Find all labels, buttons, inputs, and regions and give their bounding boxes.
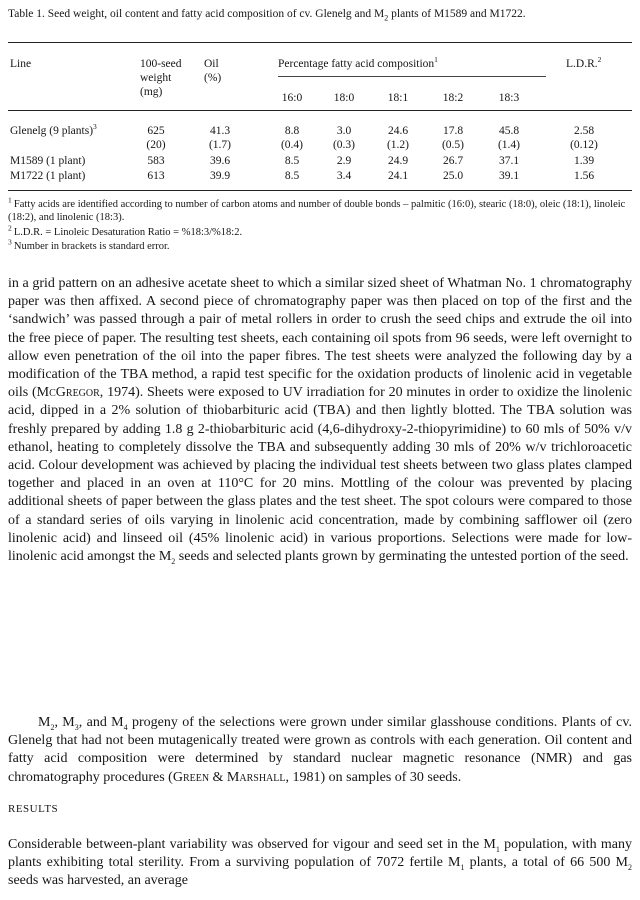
- row-glenelg-fa-18-3: 45.8: [498, 125, 520, 137]
- row-m1722-fa-18-3: 39.1: [498, 170, 520, 182]
- row-glenelg-fa-18-0: 3.0: [336, 125, 352, 137]
- paragraph-results-text: Considerable between-plant variability was observed for vigour and seed set in the M: [8, 837, 496, 852]
- header-ldr-note: 2: [597, 55, 602, 65]
- paragraph-methods: [8, 275, 632, 566]
- row-m1722-weight: 613: [147, 170, 165, 182]
- header-fa-18-2: 18:2: [442, 92, 464, 104]
- paragraph-methods-text: in a grid pattern on an adhesive acetate sheet to which a similar sized sheet of Whatman No. 1 chromatography paper was then affixed. A second piece of chromatography paper was then placed on top of the first and the ‘sandwich’ was passed through a pair of metal rollers in order to crush the seed chips and extrude the oil into the free piece of paper. The resulting test sheets, each containing oil spots from 96 seeds, were left overnight to allow even penetration of the oil into the paper fibres. The test sheets were analyzed the following day by a modification of the TBA method, a rapid test specific for the oxidation products of linolenic acid in vegetable oils (: [8, 276, 632, 401]
- table-header-rule: [8, 110, 632, 111]
- row-glenelg-weight: 625: [147, 125, 165, 137]
- row-glenelg-fa-18-2: 17.8: [442, 125, 464, 137]
- header-fa-group: [278, 55, 438, 71]
- header-fa-18-0: 18:0: [333, 92, 355, 104]
- caption-subscript: 2: [384, 13, 389, 23]
- header-ldr-text: L.D.R.: [566, 58, 598, 70]
- row-m1589-fa-16-0: 8.5: [284, 155, 300, 167]
- row-m1589-fa-18-2: 26.7: [442, 155, 464, 167]
- table-footnote-2: [8, 223, 632, 240]
- row-line-label: Glenelg (9 plants): [10, 125, 94, 137]
- header-fa-18-1: 18:1: [387, 92, 409, 104]
- results-sub-3: 2: [627, 863, 632, 872]
- header-weight-3: (mg): [140, 86, 163, 98]
- results-sub-1: 1: [495, 844, 500, 854]
- footnote-3-text: Number in brackets is standard error.: [13, 241, 170, 252]
- footnote-2-mark: 2: [8, 223, 12, 233]
- footnote-3-mark: 3: [8, 237, 12, 247]
- paragraph-results-text-3: plants, a total of 66 500 M: [464, 855, 628, 871]
- row-m1722-fa-16-0: 8.5: [284, 170, 300, 182]
- table-footnote-3: [8, 237, 632, 254]
- header-weight-2: weight: [140, 72, 172, 84]
- row-m1589-ldr: 1.39: [573, 155, 595, 167]
- caption-text: Table 1. Seed weight, oil content and fatty acid composition of cv. Glenelg and M: [8, 8, 385, 20]
- row-glenelg-ldr-se: (0.12): [570, 139, 598, 151]
- table-bottom-rule: [8, 190, 632, 191]
- row-glenelg-fa-18-0-se: (0.3): [332, 139, 356, 151]
- row-glenelg-fa-16-0: 8.8: [284, 125, 300, 137]
- row-m1589-fa-18-0: 2.9: [336, 155, 352, 167]
- paragraph-progeny-text-2: , 1981) on samples of 30 seeds.: [285, 769, 462, 785]
- header-oil-2: (%): [204, 72, 222, 84]
- row-glenelg-weight-se: (20): [146, 139, 166, 151]
- paragraph-methods-text-3: seeds and selected plants grown by germinating the untested portion of the seed.: [175, 549, 629, 565]
- row-m1589-weight: 583: [147, 155, 165, 167]
- caption-text-end: plants of M1589 and M1722.: [388, 8, 526, 20]
- row-m1589-fa-18-3: 37.1: [498, 155, 520, 167]
- row-glenelg-fa-18-2-se: (0.5): [441, 139, 465, 151]
- header-weight-1: 100-seed: [140, 58, 182, 70]
- row-glenelg-fa-18-3-se: (1.4): [497, 139, 521, 151]
- results-sub-2: 1: [460, 863, 465, 872]
- progeny-m3-pre: , M: [54, 715, 75, 730]
- table-footnote-1: [8, 195, 632, 224]
- row-glenelg-fa-16-0-se: (0.4): [280, 139, 304, 151]
- table-top-rule: [8, 42, 632, 43]
- progeny-m4-pre: , and M: [78, 715, 124, 730]
- row-m1589-fa-18-1: 24.9: [387, 155, 409, 167]
- footnote-1-text: Fatty acids are identified according to number of carbon atoms and number of double bonds – palmitic (16:0), stearic (18:0), oleic (18:1), linoleic (18:2), and linolenic (18:3).: [8, 199, 626, 223]
- progeny-m: M: [38, 715, 51, 730]
- section-heading-results: RESULTS: [8, 803, 59, 815]
- header-fa-note: 1: [434, 55, 438, 65]
- paragraph-results-text-2: population, with many plants exhibiting total sterility. From a surviving population of 7072 fertile M: [8, 837, 632, 871]
- table-caption: [8, 6, 632, 22]
- row-m1589-oil: 39.6: [209, 155, 231, 167]
- row-glenelg-fa-18-1: 24.6: [387, 125, 409, 137]
- citation-green-marshall: Green & Marshall: [172, 769, 286, 785]
- row-m1722-fa-18-1: 24.1: [387, 170, 409, 182]
- header-fa-18-3: 18:3: [498, 92, 520, 104]
- header-ldr: [566, 55, 602, 71]
- row-glenelg-oil: 41.3: [209, 125, 231, 137]
- row-m1722-fa-18-0: 3.4: [336, 170, 352, 182]
- citation-mcgregor: McGregor: [36, 385, 100, 401]
- paragraph-methods-subscript: 2: [171, 556, 176, 566]
- row-glenelg-fa-18-1-se: (1.2): [386, 139, 410, 151]
- footnote-2-text: L.D.R. = Linoleic Desaturation Ratio = %18:3/%18:2.: [13, 227, 243, 238]
- header-fa-group-text: Percentage fatty acid composition: [278, 58, 435, 70]
- paragraph-results-text-4: seeds was harvested, an average: [8, 873, 188, 889]
- row-m1722-fa-18-2: 25.0: [442, 170, 464, 182]
- paragraph-progeny: [8, 714, 632, 787]
- row-m1722-ldr: 1.56: [573, 170, 595, 182]
- progeny-m2-sub: 2: [50, 722, 55, 732]
- row-m1589-line: M1589 (1 plant): [10, 155, 86, 167]
- progeny-m3-sub: 3: [74, 722, 79, 732]
- fa-group-underline: [278, 76, 546, 77]
- paragraph-results: [8, 836, 632, 891]
- footnote-1-mark: 1: [8, 195, 12, 205]
- progeny-m4-sub: 4: [123, 722, 128, 732]
- paragraph-methods-text-2: , 1974). Sheets were exposed to UV irradiation for 20 minutes in order to oxidize the linolenic acid, dipped in a 2% solution of thiobarbituric acid (TBA) and then lightly blotted. The TBA solution was freshly prepared by adding 1.8 g 2-thiobarbituric acid (4,6-dihydroxy-2-thiopyrimidine) to 60 mls of 50% v/v ethanol, heating to completely dissolve the TBA and subsequently adding 30 mls of 20% w/v trichloroacetic acid. Colour development was achieved by placing the individual test sheets between two glass plates clamped together and placed in an oven at 110°C for 20 mins. Mottling of the colour was prevented by placing additional sheets of paper between the glass plates and the test sheet. The spot colours were compared to those of a standard series of oils varying in linolenic acid concentration, made by combining safflower oil (zero linolenic acid) and linseed oil (45% linolenic acid) in various proportions. Selections were made for low-linolenic acid amongst the M: [8, 385, 632, 565]
- row-glenelg-oil-se: (1.7): [208, 139, 232, 151]
- header-oil-1: Oil: [204, 58, 219, 70]
- header-line: Line: [10, 58, 32, 70]
- header-fa-16-0: 16:0: [281, 92, 303, 104]
- paragraph-progeny-text: progeny of the selections were grown under similar glasshouse conditions. Plants of cv. Glenelg that had not been mutagenically treated were grown as controls with each generation. Oil content and fatty acid composition were determined by standard nuclear magnetic resonance (NMR) and gas chromatography procedures (: [8, 715, 632, 785]
- row-glenelg-ldr: 2.58: [573, 125, 595, 137]
- row-line-note: 3: [93, 122, 97, 132]
- row-m1722-line: M1722 (1 plant): [10, 170, 86, 182]
- row-m1722-oil: 39.9: [209, 170, 231, 182]
- row-glenelg-line: [10, 122, 97, 138]
